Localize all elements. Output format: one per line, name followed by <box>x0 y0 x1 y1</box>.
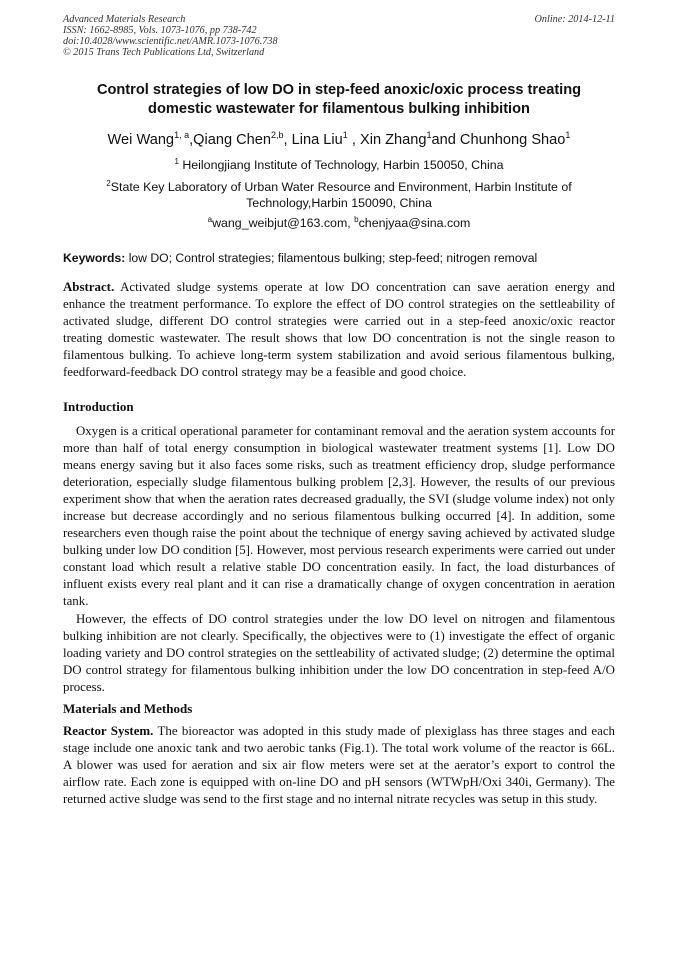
keywords-label: Keywords: <box>63 251 126 265</box>
introduction-body <box>63 423 615 696</box>
journal-name: Advanced Materials Research <box>63 14 186 25</box>
introduction-heading: Introduction <box>63 399 134 414</box>
affiliation-2 <box>50 179 628 211</box>
reactor-system-text: The bioreactor was adopted in this study made of plexiglass has three stages and each stage include one anoxic tank and two aerobic tanks (Fig.1). The total work volume of the reactor is 66L. A blower was used for aeration and six air flow meters were set at the aerator’s export to control the airflow rate. Each zone is equipped with on-line DO and pH sensors (WTWpH/Oxi 340i, Germany). The returned active sludge was send to the first stage and no internal nitrate recycles was setup in this study. <box>63 724 615 807</box>
author-name: Lina Liu <box>291 132 343 148</box>
author-name: Qiang Chen <box>193 132 272 148</box>
abstract <box>63 279 615 381</box>
author-affiliation-mark: 1 <box>426 130 432 140</box>
affiliation-1 <box>50 157 628 173</box>
methods-heading: Materials and Methods <box>63 701 193 716</box>
paper-title <box>50 81 628 119</box>
journal-info <box>63 14 615 58</box>
email-a[interactable]: wang_weibjut@163.com, <box>212 216 355 230</box>
affiliation-2-line-1: State Key Laboratory of Urban Water Resource and Environment, Harbin Institute of <box>110 180 572 194</box>
author-list <box>40 130 638 150</box>
affiliation-2-line-2: Technology,Harbin 150090, China <box>246 196 432 210</box>
author-separator: , <box>283 132 292 148</box>
title-line-1: Control strategies of low DO in step-feed anoxic/oxic process treating <box>96 82 582 98</box>
keywords-text: low DO; Control strategies; filamentous bulking; step-feed; nitrogen removal <box>125 251 538 265</box>
author-affiliation-mark: 2,b <box>271 130 284 140</box>
affiliation-1-mark: 1 <box>174 157 179 166</box>
author-emails <box>50 215 628 231</box>
author-name: Xin Zhang <box>359 132 427 148</box>
title-line-2: domestic wastewater for filamentous bulking inhibition <box>148 101 530 117</box>
author-affiliation-mark: 1 <box>565 130 571 140</box>
reactor-system-label: Reactor System. <box>63 724 154 738</box>
abstract-text: Activated sludge systems operate at low DO concentration can save aeration energy and enhance the treatment performance. To explore the effect of DO control strategies on the settleability of activated sludge, different DO control strategies were carried out in a step-feed anoxic/oxic reactor treating domestic wastewater. The result shows that low DO concentration is not the single reason to filamentous bulking. To achieve long-term system stabilization and avoid serious filamentous bulking, feedforward-feedback DO control strategy may be a feasible and good choice. <box>63 280 615 380</box>
journal-doi[interactable]: doi:10.4028/www.scientific.net/AMR.1073-1076.738 <box>63 36 278 47</box>
author-name: and Chunhong Shao <box>431 132 566 148</box>
online-date: Online: 2014-12-11 <box>534 14 615 25</box>
email-a-mark: a <box>207 215 213 224</box>
author-affiliation-mark: 1, a <box>174 130 190 140</box>
email-b[interactable]: chenjyaa@sina.com <box>358 216 471 230</box>
author-separator: , <box>189 132 194 148</box>
introduction-paragraph-1: Oxygen is a critical operational parameter for contaminant removal and the aeration system accounts for more than half of total energy consumption in biological wastewater treatment systems [1]. Low DO means energy saving but it also faces some risks, such as treatment efficiency drop, sludge performance deterioration, especially sludge filamentous bulking problem [2,3]. However, the results of our previous experiment show that when the aeration rates decreased gradually, the SVI (sludge volume index) not only increase but decrease accordingly and no serious filamentous bulking occurred [4]. In addition, some researchers even though raise the point about the technique of energy saving achieved by activated sludge bulking under low DO condition [5]. However, most pervious research experiments were carried out under constant load which result a relative stable DO concentration easily. In fact, the load disturbances of influent exists every real plant and it can rise a dramatically change of oxygen concentration in aeration tank. <box>63 424 615 609</box>
keywords <box>63 250 615 266</box>
author-name: Wei Wang <box>107 132 175 148</box>
author-affiliation-mark: 1 <box>342 130 348 140</box>
author-separator: , <box>347 132 360 148</box>
affiliation-2-mark: 2 <box>106 179 111 188</box>
journal-issn: ISSN: 1662-8985, Vols. 1073-1076, pp 738-742 <box>63 25 257 36</box>
methods-body <box>63 723 615 808</box>
journal-copyright: © 2015 Trans Tech Publications Ltd, Switzerland <box>63 47 265 58</box>
email-b-mark: b <box>354 215 359 224</box>
affiliation-1-text: Heilongjiang Institute of Technology, Harbin 150050, China <box>178 158 504 172</box>
journal-header <box>63 14 615 58</box>
introduction-paragraph-2: However, the effects of DO control strategies under the low DO level on nitrogen and filamentous bulking inhibition are not clearly. Specifically, the objectives were to (1) investigate the effect of organic loading variety and DO control strategies on the settleability of activated sludge; (2) determine the optimal DO control strategy for filamentous bulking inhibition under the low DO concentration in step-feed A/O process. <box>63 611 615 694</box>
abstract-label: Abstract. <box>63 280 115 294</box>
